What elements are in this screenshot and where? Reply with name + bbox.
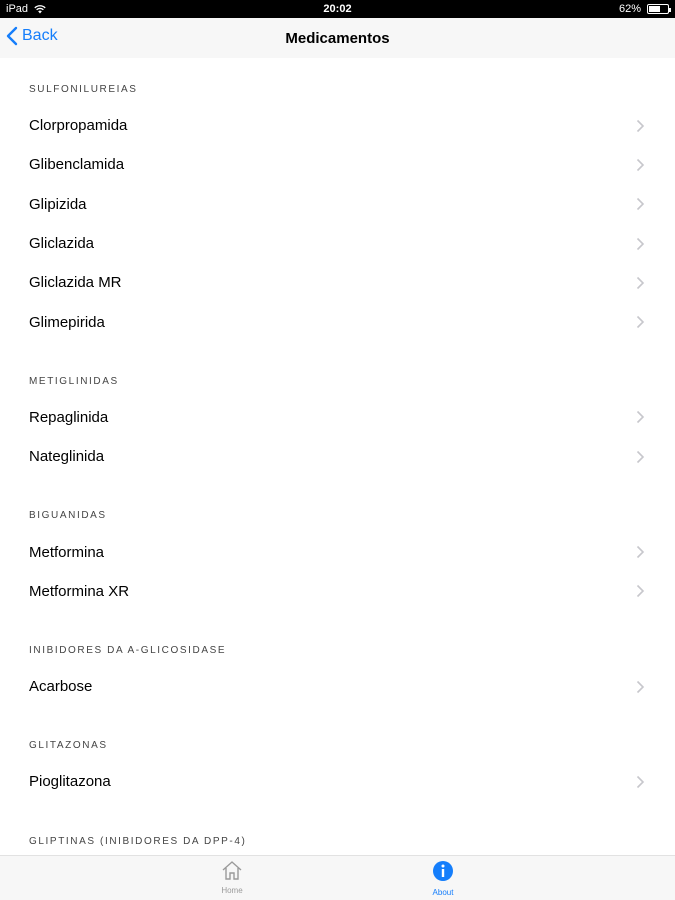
list-item[interactable] — [0, 762, 675, 801]
section-header: SULFONILUREIAS — [29, 84, 138, 95]
chevron-right-icon — [636, 775, 645, 789]
tab-home[interactable] — [202, 860, 262, 895]
list-item-label: Acarbose — [29, 678, 93, 696]
list-item-label: Clorpropamida — [29, 117, 128, 135]
list-item[interactable] — [0, 437, 675, 476]
chevron-right-icon — [636, 119, 645, 133]
wifi-icon — [34, 5, 46, 14]
list-item-label: Pioglitazona — [29, 773, 111, 791]
section-gap — [0, 802, 675, 810]
navigation-bar — [0, 18, 675, 58]
section-gap — [0, 706, 675, 714]
status-bar — [0, 0, 675, 18]
section-header: METIGLINIDAS — [29, 375, 119, 387]
list-item-label: Glibenclamida — [29, 156, 125, 174]
chevron-right-icon — [636, 315, 645, 329]
chevron-left-icon — [6, 26, 18, 46]
tab-bar — [0, 855, 675, 900]
back-button[interactable] — [6, 26, 58, 46]
battery-percent: 62% — [618, 3, 641, 15]
list-item[interactable] — [0, 532, 675, 571]
section-header: INIBIDORES DA A-GLICOSIDASE — [29, 644, 227, 656]
device-name: iPad — [6, 3, 29, 15]
list-item-label: Glimepirida — [29, 313, 105, 331]
section-header: BIGUANIDAS — [29, 510, 107, 522]
list-item-label: Glipizida — [29, 195, 87, 213]
tab-home-label: Home — [221, 886, 243, 895]
chevron-right-icon — [636, 680, 645, 694]
medication-list[interactable] — [0, 58, 675, 855]
chevron-right-icon — [636, 237, 645, 251]
status-right — [619, 3, 669, 15]
list-item-label: Nateglinida — [29, 448, 105, 466]
list-item[interactable] — [0, 398, 675, 437]
chevron-right-icon — [636, 450, 645, 464]
info-icon — [432, 860, 454, 882]
list-item-label: Repaglinida — [29, 408, 109, 426]
chevron-right-icon — [636, 545, 645, 559]
list-item[interactable] — [0, 106, 675, 145]
section-header: GLITAZONAS — [29, 740, 108, 752]
battery-fill — [649, 6, 660, 12]
back-label: Back — [22, 27, 58, 44]
list-item[interactable] — [0, 185, 675, 224]
list-item[interactable] — [0, 224, 675, 263]
list-item-label: Gliclazida — [29, 235, 95, 253]
list-item[interactable] — [0, 667, 675, 706]
section-gap — [0, 611, 675, 619]
list-item-label: Metformina — [29, 543, 105, 561]
chevron-right-icon — [636, 197, 645, 211]
list-item-label: Metformina XR — [29, 582, 130, 600]
tab-about[interactable] — [413, 860, 473, 897]
list-item[interactable] — [0, 302, 675, 341]
list-item[interactable] — [0, 145, 675, 184]
chevron-right-icon — [636, 584, 645, 598]
section-header: GLIPTINAS (INIBIDORES DA DPP-4) — [29, 835, 247, 847]
list-item-label: Gliclazida MR — [29, 274, 122, 292]
home-icon — [221, 860, 243, 880]
chevron-right-icon — [636, 410, 645, 424]
battery-icon — [647, 4, 669, 14]
section-gap — [0, 342, 675, 350]
section-gap — [0, 476, 675, 484]
tab-about-label: About — [432, 888, 454, 897]
status-left — [6, 3, 46, 15]
status-time: 20:02 — [323, 3, 352, 15]
page-title: Medicamentos — [285, 29, 390, 47]
chevron-right-icon — [636, 276, 645, 290]
list-item[interactable] — [0, 572, 675, 611]
list-item[interactable] — [0, 263, 675, 302]
chevron-right-icon — [636, 158, 645, 172]
